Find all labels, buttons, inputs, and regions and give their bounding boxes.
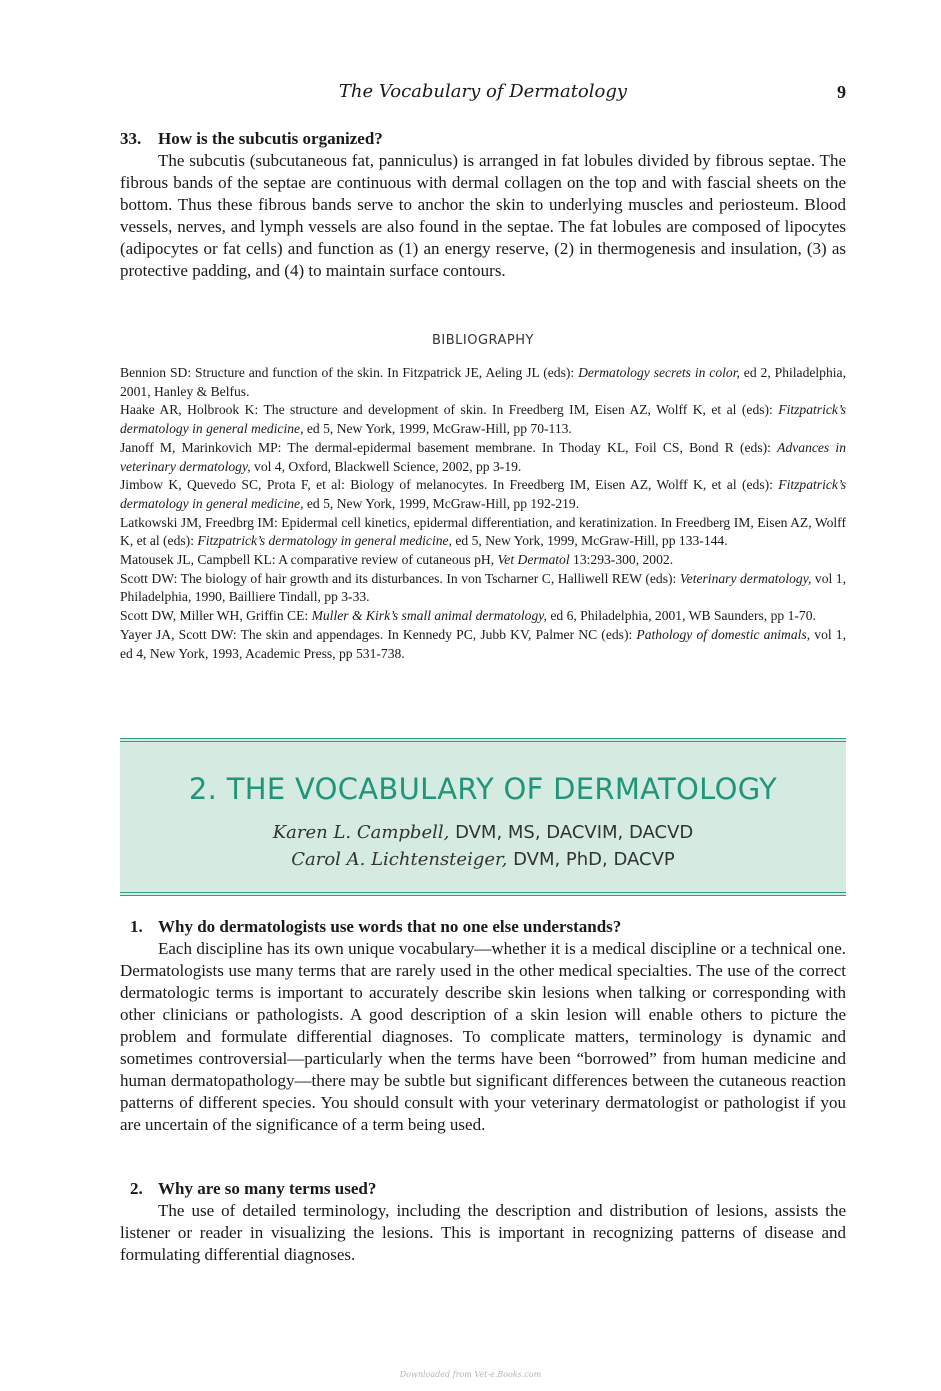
author-line (120, 822, 846, 843)
bibliography-list (120, 364, 846, 663)
answer-1: Each discipline has its own unique vocabulary—whether it is a medical discipline or a technical one. Dermatologists use many terms that are rarely used in the other medical specialties. The use of the correct dermatologic terms is important to accurately describe skin lesions when talking or corresponding with other clinicians or pathologists. A good description of a skin lesion will enable others to picture the problem and formulate differential diagnoses. To complicate matters, terminology is dynamic and sometimes controversial—particularly when the terms have been “borrowed” from human medicine and human dermatopathology—there may be subtle but significant differences between the cutaneous reaction patterns of different species. You should consult with your veterinary dermatologist or pathologist if you are uncertain of the significance of a term being used. (120, 939, 846, 1134)
bibliography-entry-post: ed 2, Philadelphia, 2001, Hanley & Belfus. (120, 365, 846, 399)
bibliography-entry-pre: Bennion SD: Structure and function of the skin. In Fitzpatrick JE, Aeling JL (eds): (120, 365, 579, 380)
question-2 (120, 1178, 846, 1200)
bibliography-entry-pre: Janoff M, Marinkovich MP: The dermal-epidermal basement membrane. In Thoday KL, Foil CS, Bond R (eds): (120, 439, 778, 455)
question-number: 2. (130, 1179, 143, 1198)
bibliography-entry-ital: Muller & Kirk’s small animal dermatology, (311, 608, 547, 624)
question-2-block (120, 1178, 846, 1266)
bibliography-entry (120, 626, 846, 663)
bibliography-entry (120, 476, 846, 513)
bibliography-heading: BIBLIOGRAPHY (431, 333, 534, 348)
bibliography-entry-pre: Yayer JA, Scott DW: The skin and appendages. In Kennedy PC, Jubb KV, Palmer NC (eds): (120, 626, 637, 642)
author-credentials: DVM, PhD, DACVP (507, 849, 675, 870)
chapter-header-box (120, 738, 846, 896)
bibliography-entry-post: ed 6, Philadelphia, 2001, WB Saunders, pp 1-70. (546, 608, 816, 624)
author-name: Karen L. Campbell, (272, 822, 450, 843)
bibliography-entry-pre: Haake AR, Holbrook K: The structure and development of skin. In Freedberg IM, Eisen AZ, Wolff K, et al (eds): (120, 402, 779, 418)
answer-2: The use of detailed terminology, including the description and distribution of lesions, assists the listener or reader in visualizing the lesions. This is important in recognizing patterns of disease and formulating differential diagnoses. (120, 1201, 846, 1264)
bibliography-entry-post: ed 5, New York, 1999, McGraw-Hill, pp 192-219. (303, 495, 580, 511)
answer-33: The subcutis (subcutaneous fat, panniculus) is arranged in fat lobules divided by fibrous septae. The fibrous bands of the septae are continuous with dermal collagen on the top and with fascial sheets on the bottom. Thus these fibrous bands serve to anchor the skin to underlying muscles and periosteum. Blood vessels, nerves, and lymph vessels are also found in the septae. The fat lobules are composed of lipocytes (adipocytes or fat cells) and function as (1) an energy reserve, (2) in thermogenesis and insulation, (3) as protective padding, and (4) to maintain surface contours. (120, 151, 846, 280)
bibliography-entry-post: ed 5, New York, 1999, McGraw-Hill, pp 133-144. (451, 533, 728, 549)
bibliography-entry-pre: Matousek JL, Campbell KL: A comparative review of cutaneous pH, (120, 552, 498, 568)
question-1 (120, 916, 846, 938)
bibliography-entry-ital: Vet Dermatol (497, 552, 570, 568)
bibliography-entry (120, 551, 846, 570)
question-1-block (120, 916, 846, 1136)
bibliography-entry-pre: Scott DW, Miller WH, Griffin CE: (120, 608, 312, 624)
running-header (120, 78, 846, 106)
bibliography-entry-ital: Dermatology secrets in color, (578, 365, 740, 380)
bibliography-entry (120, 607, 846, 626)
bibliography-entry-post: ed 5, New York, 1999, McGraw-Hill, pp 70-113. (303, 421, 572, 437)
bibliography-entry (120, 439, 846, 476)
bibliography-entry-post: 13:293-300, 2002. (569, 552, 674, 568)
author-line (120, 849, 846, 870)
author-credentials: DVM, MS, DACVIM, DACVD (449, 822, 694, 843)
bibliography-entry (120, 514, 846, 551)
bibliography-entry (120, 570, 846, 607)
bibliography-entry (120, 364, 846, 401)
bibliography-entry-ital: Advances in veterinary dermatology, (120, 439, 846, 474)
bibliography-entry-pre: Latkowski JM, Freedbrg IM: Epidermal cell kinetics, epidermal differentiation, and keratinization. In Freedberg IM, Eisen AZ, Wolff K, et al (eds): (120, 514, 846, 549)
question-text: How is the subcutis organized? (158, 129, 383, 148)
question-text: Why do dermatologists use words that no one else understands? (158, 917, 622, 936)
question-33 (120, 128, 846, 150)
bibliography-entry-post: vol 1, Philadelphia, 1990, Bailliere Tindall, pp 3-33. (120, 570, 846, 605)
chapter-title: 2. THE VOCABULARY OF DERMATOLOGY (188, 772, 778, 806)
bibliography-entry-ital: Pathology of domestic animals, (636, 626, 811, 642)
bibliography-entry-post: vol 1, ed 4, New York, 1993, Academic Press, pp 531-738. (120, 626, 847, 661)
bibliography-entry-post: vol 4, Oxford, Blackwell Science, 2002, pp 3-19. (250, 458, 522, 474)
bibliography-entry-pre: Jimbow K, Quevedo SC, Prota F, et al: Biology of melanocytes. In Freedberg IM, Eisen AZ, Wolff K, et al (eds): (120, 477, 779, 493)
bibliography-entry-pre: Scott DW: The biology of hair growth and its disturbances. In von Tscharner C, Halliwell REW (eds): (120, 570, 680, 586)
bibliography-entry-ital: Fitzpatrick’s dermatology in general medicine, (197, 533, 452, 549)
page-number: 9 (837, 82, 846, 102)
question-33-block (120, 128, 846, 282)
download-watermark: Downloaded from Vet-e.Books.com (399, 1370, 542, 1379)
question-number: 1. (130, 917, 143, 936)
bibliography-entry (120, 401, 846, 438)
bibliography-entry-ital: Fitzpatrick’s dermatology in general medicine, (120, 477, 846, 511)
bibliography-entry-ital: Veterinary dermatology, (679, 570, 812, 586)
running-title: The Vocabulary of Dermatology (338, 81, 628, 102)
bibliography-entry-ital: Fitzpatrick’s dermatology in general medicine, (120, 402, 846, 437)
author-name: Carol A. Lichtensteiger, (291, 849, 508, 870)
question-number: 33. (120, 129, 142, 148)
question-text: Why are so many terms used? (158, 1179, 377, 1198)
